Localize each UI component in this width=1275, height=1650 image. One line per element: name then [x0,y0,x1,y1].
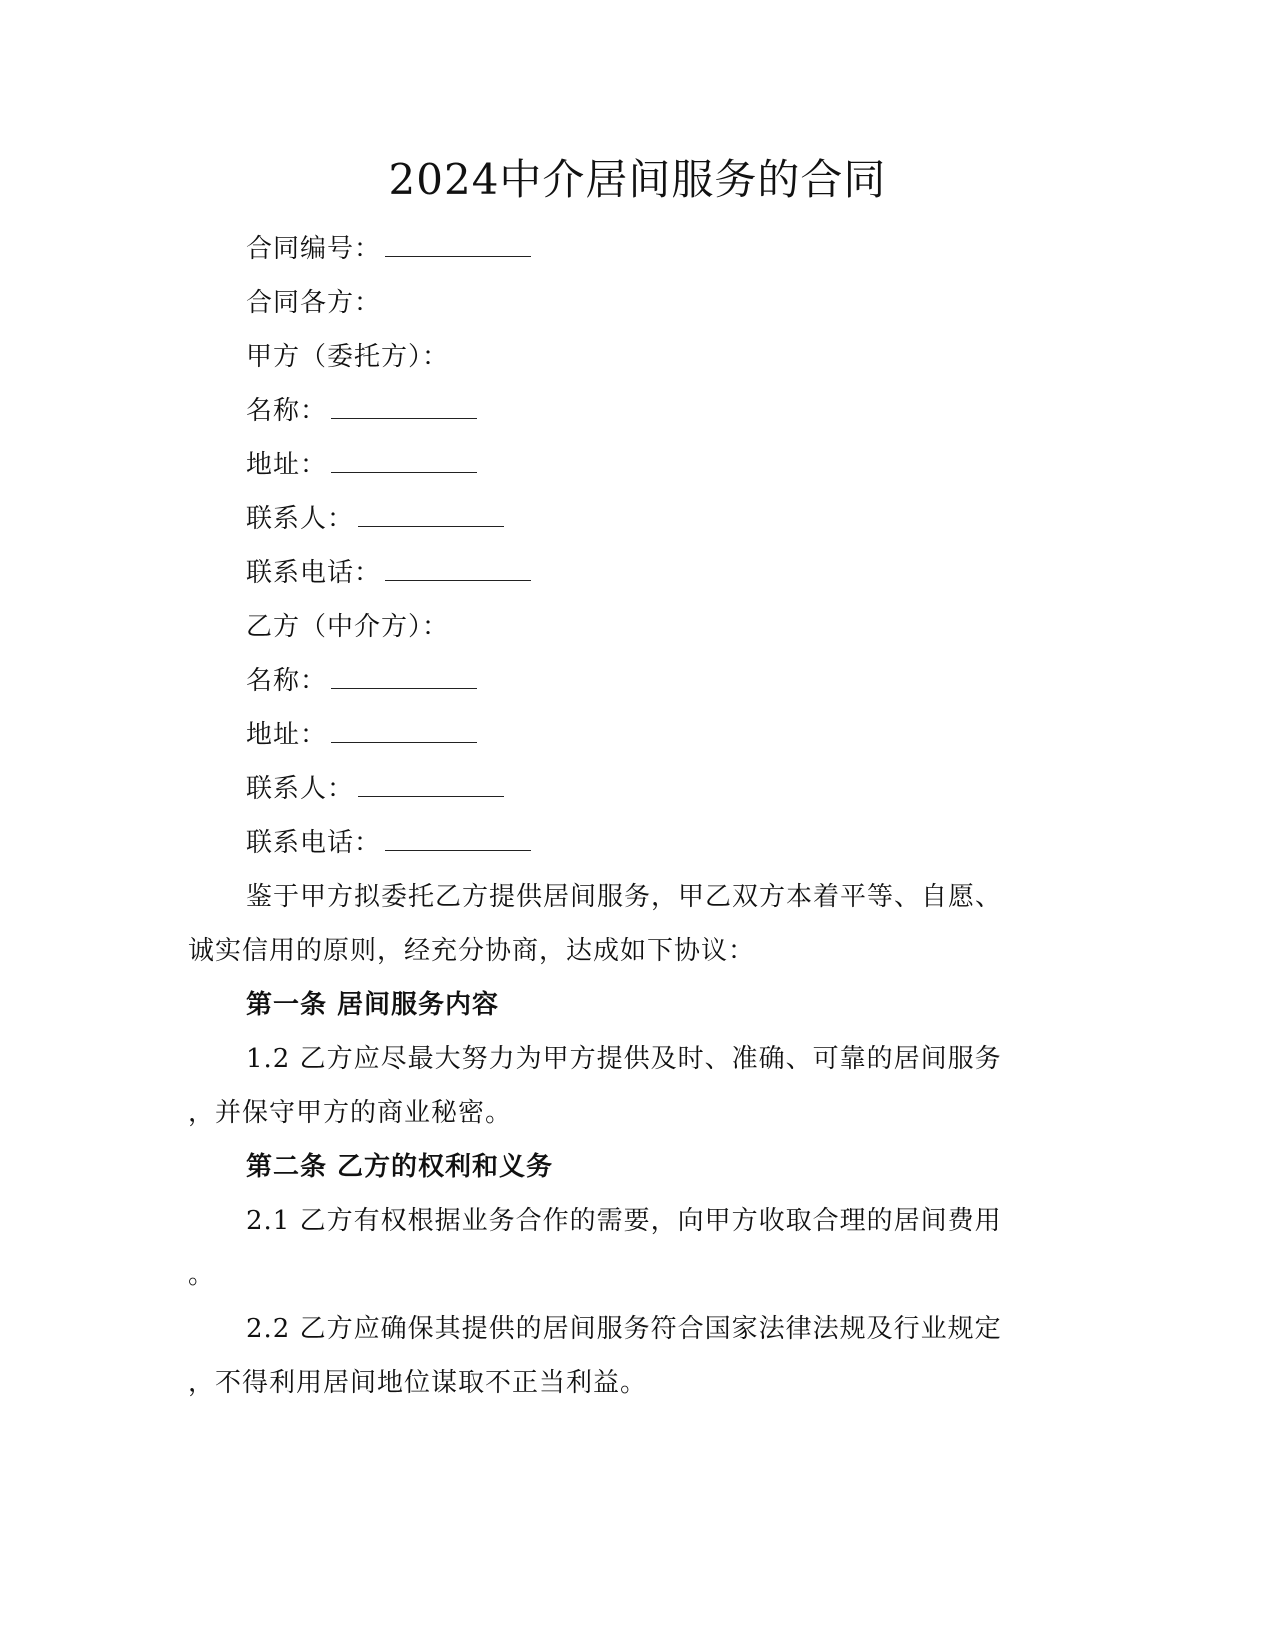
clause-1-2-line-2: ，并保守甲方的商业秘密。 [188,1098,513,1128]
party-b-heading: 乙方（中介方）： [246,612,450,642]
party-a-address-label: 地址： [246,450,328,480]
party-b-address-label: 地址： [246,720,328,750]
party-b-phone-line [246,826,531,860]
party-b-phone-label: 联系电话： [246,828,382,858]
clause-2-2-line-1: 2.2 乙方应确保其提供的居间服务符合国家法律法规及行业规定 [246,1314,1002,1344]
party-b-contact-label: 联系人： [246,774,355,804]
party-a-phone-blank [385,556,531,581]
party-b-phone-blank [385,826,531,851]
contract-number-blank [385,232,531,257]
contract-parties-label: 合同各方： [246,288,382,318]
party-a-heading: 甲方（委托方）： [246,342,450,372]
clause-1-2-line-1: 1.2 乙方应尽最大努力为甲方提供及时、准确、可靠的居间服务 [246,1044,1002,1074]
party-b-name-label: 名称： [246,666,328,696]
party-a-phone-line [246,556,531,590]
preamble-line-1: 鉴于甲方拟委托乙方提供居间服务，甲乙双方本着平等、自愿、 [246,882,1003,912]
party-a-name-label: 名称： [246,396,328,426]
clause-2-1-line-1: 2.1 乙方有权根据业务合作的需要，向甲方收取合理的居间费用 [246,1206,1002,1236]
party-b-contact-line [246,772,504,806]
party-a-name-line [246,394,477,428]
party-b-address-line [246,718,477,752]
contract-number-label: 合同编号： [246,234,382,264]
party-b-name-blank [331,664,477,689]
article-2-heading: 第二条 乙方的权利和义务 [246,1152,554,1182]
preamble-line-2: 诚实信用的原则，经充分协商，达成如下协议： [188,936,756,966]
party-a-address-blank [331,448,477,473]
party-b-address-blank [331,718,477,743]
contract-number-line [246,232,531,266]
clause-2-2-line-2: ，不得利用居间地位谋取不正当利益。 [188,1368,648,1398]
article-1-heading: 第一条 居间服务内容 [246,990,500,1020]
party-a-address-line [246,448,477,482]
party-a-contact-line [246,502,504,536]
document-title: 2024中介居间服务的合同 [388,155,887,204]
party-a-contact-label: 联系人： [246,504,355,534]
party-a-contact-blank [358,502,504,527]
party-b-name-line [246,664,477,698]
party-a-name-blank [331,394,477,419]
party-b-contact-blank [358,772,504,797]
clause-2-1-line-2: 。 [188,1260,216,1290]
party-a-phone-label: 联系电话： [246,558,382,588]
